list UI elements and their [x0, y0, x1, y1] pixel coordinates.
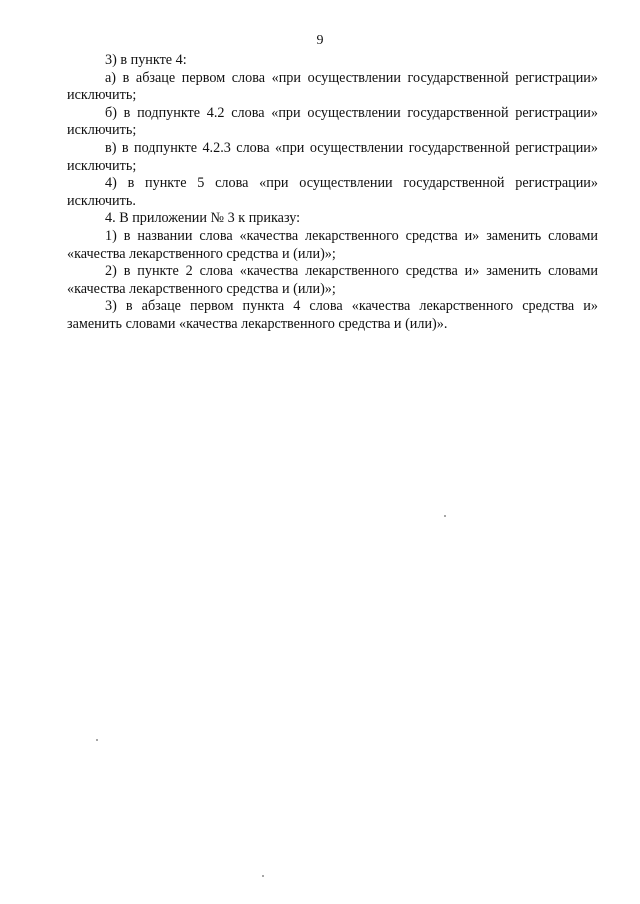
paragraph-3: б) в подпункте 4.2 слова «при осуществлении государственной регистрации» исключить;	[67, 104, 598, 139]
paragraph-7: 1) в названии слова «качества лекарственного средства и» заменить словами «качества лекарственного средства и (или)»;	[67, 227, 598, 262]
paragraph-9: 3) в абзаце первом пункта 4 слова «качества лекарственного средства и» заменить словами «качества лекарственного средства и (или)».	[67, 298, 598, 332]
paragraph-1: 3) в пункте 4:	[105, 52, 187, 68]
paragraph-4: в) в подпункте 4.2.3 слова «при осуществлении государственной регистрации» исключить;	[67, 139, 598, 174]
document-body	[67, 52, 598, 334]
page-number: 9	[316, 33, 324, 48]
paragraph-2: а) в абзаце первом слова «при осуществлении государственной регистрации» исключить;	[67, 69, 598, 104]
paragraph-6: 4. В приложении № 3 к приказу:	[105, 210, 301, 227]
scan-speck	[262, 875, 264, 877]
scan-speck	[96, 739, 98, 741]
paragraph-5: 4) в пункте 5 слова «при осуществлении государственной регистрации» исключить.	[67, 175, 598, 209]
scan-speck	[444, 515, 446, 517]
paragraph-8: 2) в пункте 2 слова «качества лекарственного средства и» заменить словами «качества лекарственного средства и (или)»;	[67, 263, 598, 297]
